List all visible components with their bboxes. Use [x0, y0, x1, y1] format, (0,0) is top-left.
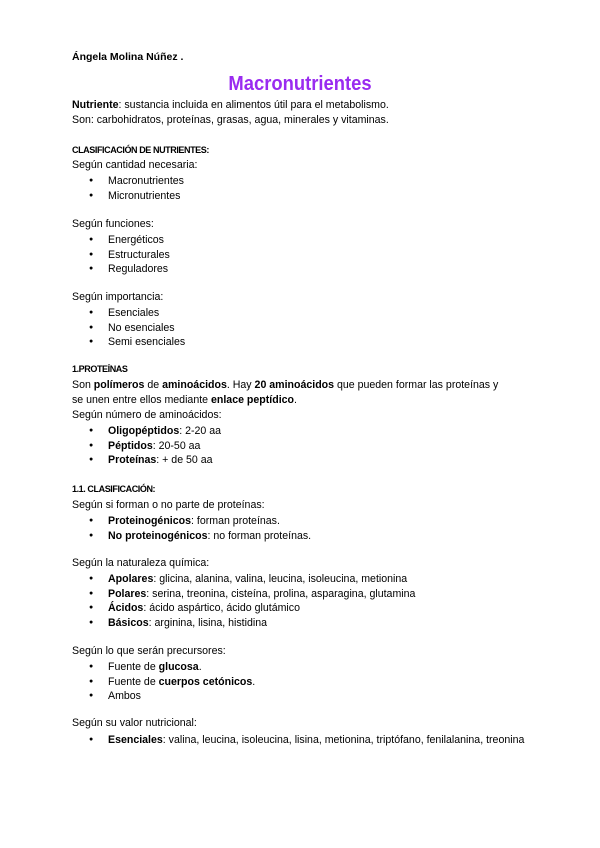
- list-item: [72, 514, 311, 529]
- proteinas-paragraph-line1: [72, 379, 498, 391]
- list-item: ● No esenciales: [72, 321, 185, 336]
- list-item: [72, 439, 221, 454]
- bullet-list: [72, 733, 538, 748]
- section-heading-clasificacion-11: 1.1. CLASIFICACIÓN:: [72, 484, 156, 495]
- intro-paragraph: [72, 98, 389, 128]
- item-text: : arginina, lisina, histidina: [148, 616, 268, 629]
- item-text: : ácido aspártico, ácido glutámico: [143, 602, 300, 614]
- list-item: ● Esenciales: [72, 306, 185, 321]
- list-item: [72, 675, 255, 690]
- text-run: se unen entre ellos mediante: [72, 394, 211, 406]
- group-label: Según cantidad necesaria:: [72, 159, 198, 171]
- item-term: glucosa: [158, 661, 199, 673]
- proteinas-paragraph-line2: [72, 394, 297, 406]
- item-text: Fuente de: [108, 661, 159, 673]
- bullet-list: [72, 572, 415, 630]
- nutriente-term: Nutriente: [72, 99, 119, 111]
- text-run: de: [144, 379, 163, 391]
- text-run: que pueden formar las proteínas y: [334, 379, 499, 391]
- list-item: [72, 601, 415, 616]
- group-label: Según su valor nutricional:: [72, 717, 197, 729]
- group-label: Según lo que serán precursores:: [72, 645, 226, 657]
- item-term: Polares: [108, 587, 147, 600]
- nutriente-definition: : sustancia incluida en alimentos útil para el metabolismo.: [118, 99, 389, 111]
- section-heading-proteinas: 1.PROTEÍNAS: [72, 364, 128, 375]
- list-item: [72, 689, 255, 704]
- list-item: ● Estructurales: [72, 248, 170, 263]
- item-text: : 20-50 aa: [152, 439, 201, 452]
- page-title: Macronutrientes: [228, 73, 372, 95]
- bullet-list: [72, 306, 185, 350]
- nutrient-list-line: Son: carbohidratos, proteínas, grasas, agua, minerales y vitaminas.: [72, 114, 389, 126]
- item-text: : forman proteínas.: [191, 515, 280, 527]
- list-item: ● Semi esenciales: [72, 335, 185, 350]
- bullet-list: [72, 174, 184, 203]
- bullet-list: [72, 660, 255, 704]
- item-text: .: [198, 661, 202, 673]
- list-item: [72, 453, 221, 468]
- bullet-list: [72, 514, 311, 543]
- text-run: .: [294, 394, 297, 406]
- text-run: Son: [72, 379, 94, 391]
- item-term: No proteinogénicos: [108, 529, 208, 542]
- list-item: ● Energéticos: [72, 233, 170, 248]
- bullet-list: [72, 424, 221, 468]
- list-item: [72, 733, 538, 748]
- list-item: [72, 616, 415, 631]
- item-text: : 2-20 aa: [179, 425, 222, 437]
- item-term: Básicos: [108, 616, 149, 629]
- section-heading-clasificacion: CLASIFICACIÓN DE NUTRIENTES:: [72, 145, 209, 156]
- text-run: . Hay: [226, 379, 255, 391]
- item-term: Apolares: [108, 573, 154, 585]
- item-term: Proteinogénicos: [108, 515, 191, 527]
- list-item: [72, 529, 311, 544]
- item-text: .: [252, 675, 256, 688]
- group-label: Según si forman o no parte de proteínas:: [72, 499, 265, 511]
- text-run-bold: enlace peptídico: [211, 394, 295, 406]
- group-label: Según número de aminoácidos:: [72, 409, 222, 421]
- item-text: Ambos: [108, 690, 141, 702]
- item-term: Ácidos: [108, 602, 144, 614]
- item-text: : serina, treonina, cisteína, prolina, asparagina, glutamina: [146, 587, 416, 600]
- list-item: ● Reguladores: [72, 262, 170, 277]
- list-item: [72, 587, 415, 602]
- list-item: ● Macronutrientes: [72, 174, 184, 189]
- item-term: Proteínas: [108, 454, 157, 466]
- author-name: Ángela Molina Núñez .: [72, 51, 184, 63]
- text-run-bold: aminoácidos: [162, 379, 227, 391]
- item-text: : valina, leucina, isoleucina, lisina, metionina, triptófano, fenilalanina, treonina: [162, 734, 525, 746]
- list-item: [72, 660, 255, 675]
- text-run-bold: 20 aminoácidos: [254, 379, 335, 391]
- item-term: Esenciales: [108, 734, 163, 746]
- text-run-bold: polímeros: [93, 379, 145, 391]
- item-text: : no forman proteínas.: [207, 529, 312, 542]
- group-label: Según importancia:: [72, 291, 164, 303]
- item-text: : glicina, alanina, valina, leucina, isoleucina, metionina: [153, 573, 408, 585]
- item-text: Fuente de: [108, 675, 159, 688]
- list-item: [72, 572, 415, 587]
- group-label: Según funciones:: [72, 218, 154, 230]
- list-item: [72, 424, 221, 439]
- group-label: Según la naturaleza química:: [72, 557, 210, 569]
- item-term: Péptidos: [108, 439, 153, 452]
- list-item: ● Micronutrientes: [72, 189, 184, 204]
- item-text: : + de 50 aa: [156, 454, 213, 466]
- item-term: Oligopéptidos: [108, 425, 180, 437]
- item-term: cuerpos cetónicos: [158, 675, 253, 688]
- bullet-list: [72, 233, 170, 277]
